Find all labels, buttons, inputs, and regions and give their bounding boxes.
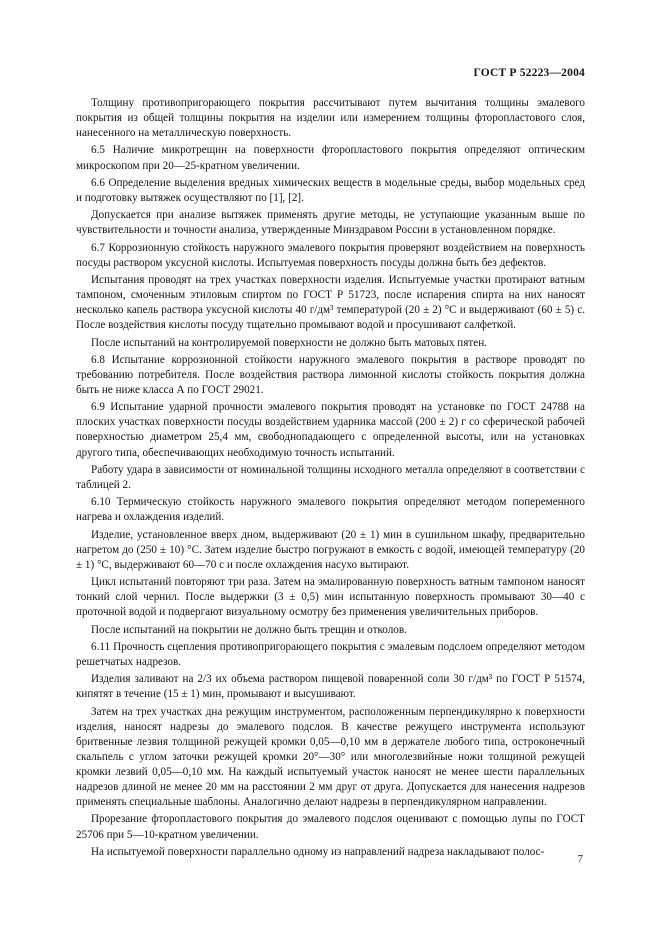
paragraph: Работу удара в зависимости от номинальной толщины исходного металла определяют в соответствии с таблицей 2. (76, 463, 585, 491)
paragraph: 6.9 Испытание ударной прочности эмалевого покрытия проводят на установке по ГОСТ 24788 на плоских участках поверхности посуды воздействием ударника массой (200 ± 2) г со сферической рабочей поверхностью диаметром 25,4 мм, свободнопадающего с определенной высоты, или на установках другого типа, обеспечивающих необходимую точность испытаний. (76, 401, 585, 459)
paragraph: После испытаний на покрытии не должно быть трещин и отколов. (91, 623, 407, 636)
paragraph: Затем на трех участках дна режущим инструментом, расположенным перпендикулярно к поверхности изделия, наносят надрезы до эмалевого подслоя. В качестве режущего инструмента используют бритвенные лезвия толщиной режущей кромки 0,05—0,10 мм в держателе любого типа, остроконечный скальпель с углом заточки режущей кромки 20°—30° или многолезвийные ножи толщиной режущей кромки лезвий 0,05—0,10 мм. На каждый испытуемый участок наносят не менее шести параллельных надрезов длиной не менее 20 мм на расстоянии 2 мм друг от друга. Допускается для нанесения надрезов применять специальные шаблоны. Аналогично делают надрезы в перпендикулярном направлении. (76, 705, 585, 809)
paragraph: 6.11 Прочность сцепления противопригорающего покрытия с эмалевым подслоем определяют методом решетчатых надрезов. (76, 640, 585, 668)
paragraph: Изделие, установленное вверх дном, выдерживают (20 ± 1) мин в сушильном шкафу, предварительно нагретом до (250 ± 10) °С. Затем изделие быстро погружают в емкость с водой, имеющей температуру (20 ± 1) °С, выдерживают 60—70 с и после охлаждения насухо вытирают. (76, 528, 585, 571)
paragraph: Толщину противопригорающего покрытия рассчитывают путем вычитания толщины эмалевого покрытия из общей толщины покрытия на изделии или измерением толщины фторопластового слоя, нанесенного на металлическую поверхность. (76, 97, 585, 140)
paragraph: Изделия заливают на 2/3 их объема раствором пищевой поваренной соли 30 г/дм³ по ГОСТ Р 51574, кипятят в течение (15 ± 1) мин, промывают и высушивают. (76, 673, 585, 701)
paragraph: 6.10 Термическую стойкость наружного эмалевого покрытия определяют методом попеременного нагрева и охлаждения изделий. (76, 496, 585, 524)
page-number: 7 (577, 853, 583, 865)
paragraph: На испытуемой поверхности параллельно одному из направлений надреза накладывают полос- (91, 845, 545, 858)
paragraph: Испытания проводят на трех участках поверхности изделия. Испытуемые участки протирают ватным тампоном, смоченным этиловым спиртом по ГОСТ Р 51723, после испарения спирта на них наносят несколько капель раствора уксусной кислоты 40 г/дм³ температурой (20 ± 2) °С и выдерживают (60 ± 5) с. После воздействия кислоты посуду тщательно промывают водой и просушивают салфеткой. (76, 273, 585, 332)
paragraph: Цикл испытаний повторяют три раза. Затем на эмалированную поверхность ватным тампоном наносят тонкий слой чернил. После выдержки (3 ± 0,5) мин испытанную поверхность промывают 30—40 с проточной водой и подвергают визуальному осмотру без применения увеличительных приборов. (76, 576, 585, 619)
paragraph: 6.5 Наличие микротрещин на поверхности фторопластового покрытия определяют оптическим микроскопом при 20—25-кратном увеличении. (76, 144, 585, 172)
document-header: ГОСТ Р 52223—2004 (473, 67, 585, 79)
paragraph: 6.6 Определение выделения вредных химических веществ в модельные среды, выбор модельных сред и подготовку вытяжек осуществляют по [1], [2]. (76, 176, 585, 204)
document-body (76, 96, 585, 862)
paragraph: 6.8 Испытание коррозионной стойкости наружного эмалевого покрытия в растворе проводят по требованию потребителя. После воздействия раствора лимонной кислоты стойкость покрытия должна быть не ниже класса А по ГОСТ 29021. (76, 353, 585, 396)
paragraph: После испытаний на контролируемой поверхности не должно быть матовых пятен. (91, 336, 487, 349)
paragraph: Прорезание фторопластового покрытия до эмалевого подслоя оценивают с помощью лупы по ГОСТ 25706 при 5—10-кратном увеличении. (76, 813, 585, 841)
paragraph: Допускается при анализе вытяжек применять другие методы, не уступающие указанным выше по чувствительности и точности анализа, утвержденные Минздравом России в установленном порядке. (76, 209, 585, 237)
paragraph: 6.7 Коррозионную стойкость наружного эмалевого покрытия проверяют воздействием на поверхность посуды раствором уксусной кислоты. Испытуемая поверхность посуды должна быть без дефектов. (76, 241, 585, 269)
